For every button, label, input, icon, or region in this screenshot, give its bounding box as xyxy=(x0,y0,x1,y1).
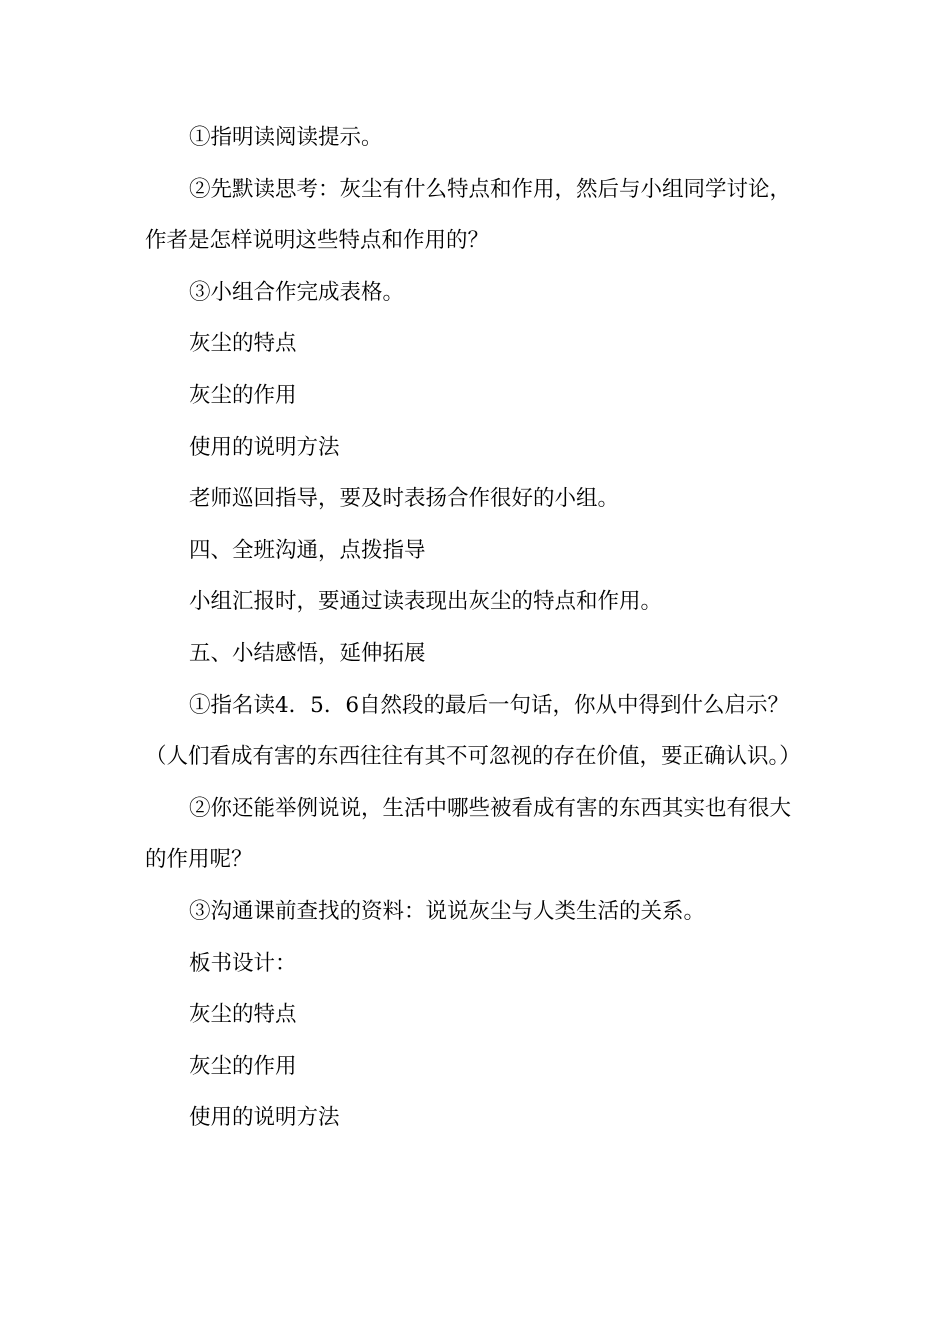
board-dust-features: 灰尘的特点 xyxy=(189,1002,297,1028)
section-heading-four: 四、全班沟通，点拨指导 xyxy=(189,537,426,563)
paragraph-group-table: ③小组合作完成表格。 xyxy=(189,279,405,305)
board-explanation-methods: 使用的说明方法 xyxy=(189,1105,340,1131)
paragraph-board-design: 板书设计： xyxy=(189,950,297,976)
board-dust-effects: 灰尘的作用 xyxy=(189,1053,297,1079)
paragraph-teacher-guidance: 老师巡回指导，要及时表扬合作很好的小组。 xyxy=(189,486,620,512)
paragraph-share-materials: ③沟通课前查找的资料：说说灰尘与人类生活的关系。 xyxy=(189,898,706,924)
paragraph-silent-reading: ②先默读思考：灰尘有什么特点和作用，然后与小组同学讨论，作者是怎样说明这些特点和作用的？ xyxy=(145,176,792,254)
paragraph-group-report: 小组汇报时，要通过读表现出灰尘的特点和作用。 xyxy=(189,589,663,615)
paragraph-explanation-methods: 使用的说明方法 xyxy=(189,434,340,460)
paragraph-dust-effects: 灰尘的作用 xyxy=(189,382,297,408)
section-heading-five: 五、小结感悟，延伸拓展 xyxy=(189,640,426,666)
paragraph-dust-features: 灰尘的特点 xyxy=(189,331,297,357)
paragraph-read-last-sentence: ①指名读4．5．6自然段的最后一句话，你从中得到什么启示？（人们看成有害的东西往往有其不可忽视的存在价值，要正确认识。） xyxy=(145,692,801,770)
document-body xyxy=(145,112,805,1144)
paragraph-give-examples: ②你还能举例说说，生活中哪些被看成有害的东西其实也有很大的作用呢？ xyxy=(145,795,792,873)
paragraph-reading-hint: ①指明读阅读提示。 xyxy=(189,125,383,150)
